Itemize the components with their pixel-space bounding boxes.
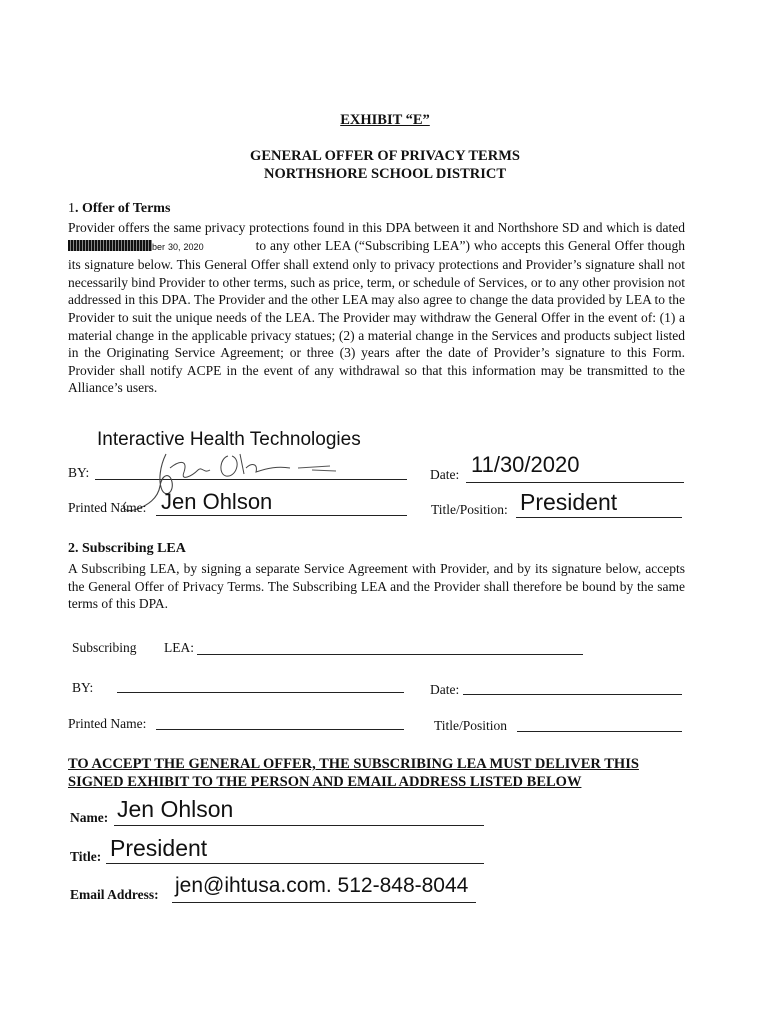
- subscriber-printed-name-line[interactable]: [156, 729, 404, 730]
- subscriber-printed-name-label: Printed Name:: [68, 716, 147, 731]
- provider-title-label: Title/Position:: [431, 502, 508, 517]
- provider-date-label: Date:: [430, 467, 460, 482]
- section2-paragraph: A Subscribing LEA, by signing a separate Service Agreement with Provider, and by its signature below, accepts the General Offer of Privacy Terms. The Subscribing LEA and the Provider shall therefore be bound by the same terms of this DPA.: [68, 561, 685, 612]
- provider-title-value[interactable]: President: [520, 489, 618, 515]
- subscriber-date-label: Date:: [430, 682, 460, 697]
- section1-paragraph: [68, 219, 685, 397]
- section1-text-part2: to any other LEA (“Subscribing LEA”) who accepts this General Offer though its signature below. This General Offer shall extend only to privacy protections and Provider’s signature shall not necessarily bind Provider to other terms, such as price, term, or schedule of Services, or to any other provision not addressed in this DPA. The Provider and the other LEA may also agree to change the data provided by LEA to the Provider to suit the unique needs of the LEA. The Provider may withdraw the General Offer in the event of: (1) a material change in the applicable privacy statues; (2) a material change in the Services and products subject listed in the Originating Service Agreement; or three (3) years after the date of Provider’s signature to this Form. Provider shall notify ACPE in the event of any withdrawal so that this information may be transmitted to the Alliance’s users.: [68, 237, 685, 396]
- delivery-title-label: Title:: [70, 849, 102, 864]
- provider-date-line: [466, 482, 684, 483]
- section2-heading: 2. Subscribing LEA: [68, 541, 186, 556]
- redacted-date-tail: ber 30, 2020: [152, 241, 204, 252]
- subscriber-title-label: Title/Position: [434, 718, 508, 733]
- provider-company: Interactive Health Technologies: [97, 429, 361, 450]
- delivery-email-line: [172, 902, 476, 903]
- subscriber-by-label: BY:: [72, 680, 94, 695]
- delivery-name-line: [114, 825, 484, 826]
- delivery-instruction-line2: SIGNED EXHIBIT TO THE PERSON AND EMAIL ADDRESS LISTED BELOW: [68, 774, 582, 790]
- delivery-instruction-line1: TO ACCEPT THE GENERAL OFFER, THE SUBSCRIBING LEA MUST DELIVER THIS: [68, 756, 639, 772]
- provider-printed-name-line: [156, 515, 407, 516]
- subscriber-date-line[interactable]: [463, 694, 682, 695]
- lea-label: LEA:: [164, 640, 194, 655]
- delivery-email-label: Email Address:: [70, 887, 159, 902]
- section1-title: . Offer of Terms: [75, 201, 171, 216]
- lea-name-line[interactable]: [197, 654, 583, 655]
- district-heading: NORTHSHORE SCHOOL DISTRICT: [263, 166, 507, 182]
- provider-date-value[interactable]: 11/30/2020: [471, 452, 580, 477]
- subscriber-title-line[interactable]: [517, 731, 682, 732]
- provider-printed-name-label: Printed Name:: [68, 500, 147, 515]
- provider-printed-name-value[interactable]: Jen Ohlson: [161, 489, 273, 514]
- offer-heading: GENERAL OFFER OF PRIVACY TERMS: [250, 148, 520, 164]
- section1-heading: [68, 201, 170, 217]
- delivery-title-value[interactable]: President: [110, 835, 208, 861]
- section1-text-part1: Provider offers the same privacy protections found in this DPA between it and Northshore SD and which is dated: [68, 220, 685, 235]
- provider-by-label: BY:: [68, 465, 90, 480]
- delivery-name-value[interactable]: Jen Ohlson: [117, 796, 234, 822]
- provider-title-line: [516, 517, 682, 518]
- section1-number: 1: [68, 201, 75, 216]
- exhibit-title: EXHIBIT “E”: [340, 112, 430, 128]
- redaction-mark: [68, 240, 152, 251]
- delivery-title-line: [106, 863, 484, 864]
- subscribing-label: Subscribing: [72, 640, 137, 655]
- delivery-name-label: Name:: [70, 810, 109, 825]
- subscriber-signature-line[interactable]: [117, 692, 404, 693]
- delivery-email-value[interactable]: jen@ihtusa.com. 512-848-8044: [175, 874, 469, 897]
